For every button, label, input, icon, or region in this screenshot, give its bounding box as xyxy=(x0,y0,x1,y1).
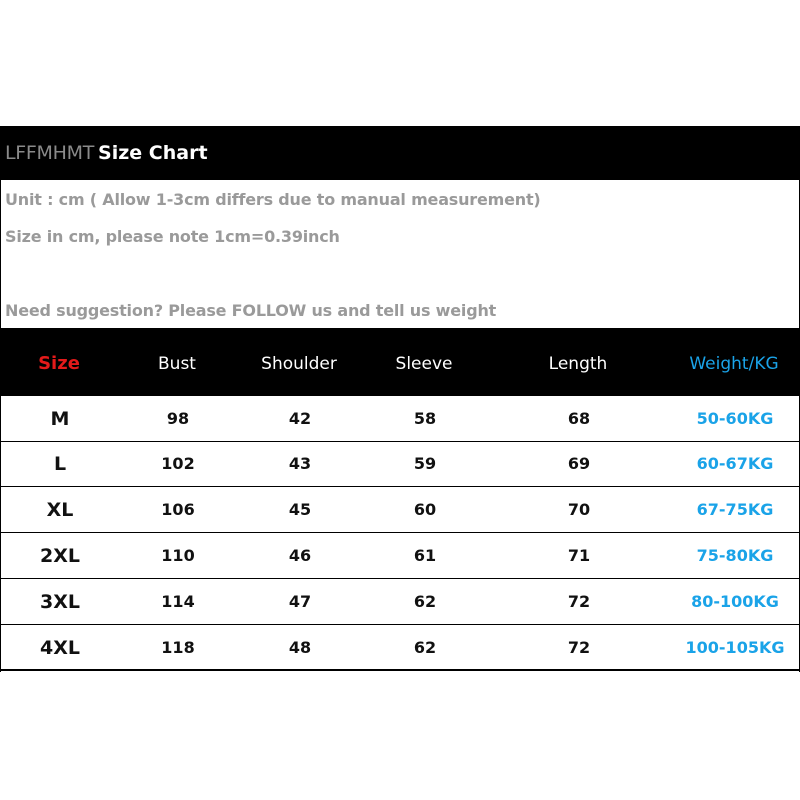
suggestion-note: Need suggestion? Please FOLLOW us and tell us weight xyxy=(5,301,497,320)
header-shoulder: Shoulder xyxy=(261,354,337,374)
title-bar xyxy=(0,126,800,180)
header-length: Length xyxy=(548,354,608,374)
cell-size: 4XL xyxy=(40,637,80,659)
cell-length: 70 xyxy=(567,500,591,519)
cell-shoulder: 45 xyxy=(288,500,312,519)
cell-bust: 114 xyxy=(161,592,195,611)
cell-weight: 67-75KG xyxy=(696,500,774,519)
cell-weight: 50-60KG xyxy=(696,409,774,428)
table-row xyxy=(1,396,799,442)
cell-size: XL xyxy=(46,499,74,521)
cell-sleeve: 62 xyxy=(413,592,437,611)
brand-name: LFFMHMT xyxy=(5,142,95,164)
cell-bust: 98 xyxy=(166,409,190,428)
cell-shoulder: 42 xyxy=(288,409,312,428)
header-weight: Weight/KG xyxy=(689,354,779,374)
table-header-row xyxy=(0,328,800,396)
cell-sleeve: 61 xyxy=(413,546,437,565)
cell-sleeve: 59 xyxy=(413,454,437,473)
table-row xyxy=(1,625,799,671)
cell-weight: 60-67KG xyxy=(696,454,774,473)
cell-bust: 118 xyxy=(161,638,195,657)
unit-note: Unit : cm ( Allow 1-3cm differs due to manual measurement) xyxy=(5,190,541,209)
chart-title: Size Chart xyxy=(98,142,208,164)
cell-length: 69 xyxy=(567,454,591,473)
conversion-note: Size in cm, please note 1cm=0.39inch xyxy=(5,227,340,246)
cell-size: 2XL xyxy=(40,545,80,567)
cell-weight: 100-105KG xyxy=(685,638,785,657)
cell-weight: 75-80KG xyxy=(696,546,774,565)
cell-shoulder: 43 xyxy=(288,454,312,473)
cell-length: 68 xyxy=(567,409,591,428)
cell-shoulder: 48 xyxy=(288,638,312,657)
cell-shoulder: 47 xyxy=(288,592,312,611)
cell-size: L xyxy=(53,453,67,475)
cell-bust: 106 xyxy=(161,500,195,519)
cell-size: M xyxy=(50,408,70,430)
cell-length: 72 xyxy=(567,592,591,611)
table-row xyxy=(1,533,799,579)
cell-shoulder: 46 xyxy=(288,546,312,565)
cell-length: 71 xyxy=(567,546,591,565)
notes-section xyxy=(0,180,800,328)
cell-sleeve: 62 xyxy=(413,638,437,657)
header-bust: Bust xyxy=(158,354,196,374)
header-sleeve: Sleeve xyxy=(395,354,453,374)
header-size: Size xyxy=(38,353,80,374)
cell-weight: 80-100KG xyxy=(691,592,779,611)
cell-sleeve: 58 xyxy=(413,409,437,428)
table-row xyxy=(1,487,799,533)
cell-bust: 110 xyxy=(161,546,195,565)
cell-length: 72 xyxy=(567,638,591,657)
cell-bust: 102 xyxy=(161,454,195,473)
size-table-body xyxy=(0,396,800,672)
cell-size: 3XL xyxy=(40,591,80,613)
cell-sleeve: 60 xyxy=(413,500,437,519)
table-row xyxy=(1,441,799,487)
table-row xyxy=(1,579,799,625)
